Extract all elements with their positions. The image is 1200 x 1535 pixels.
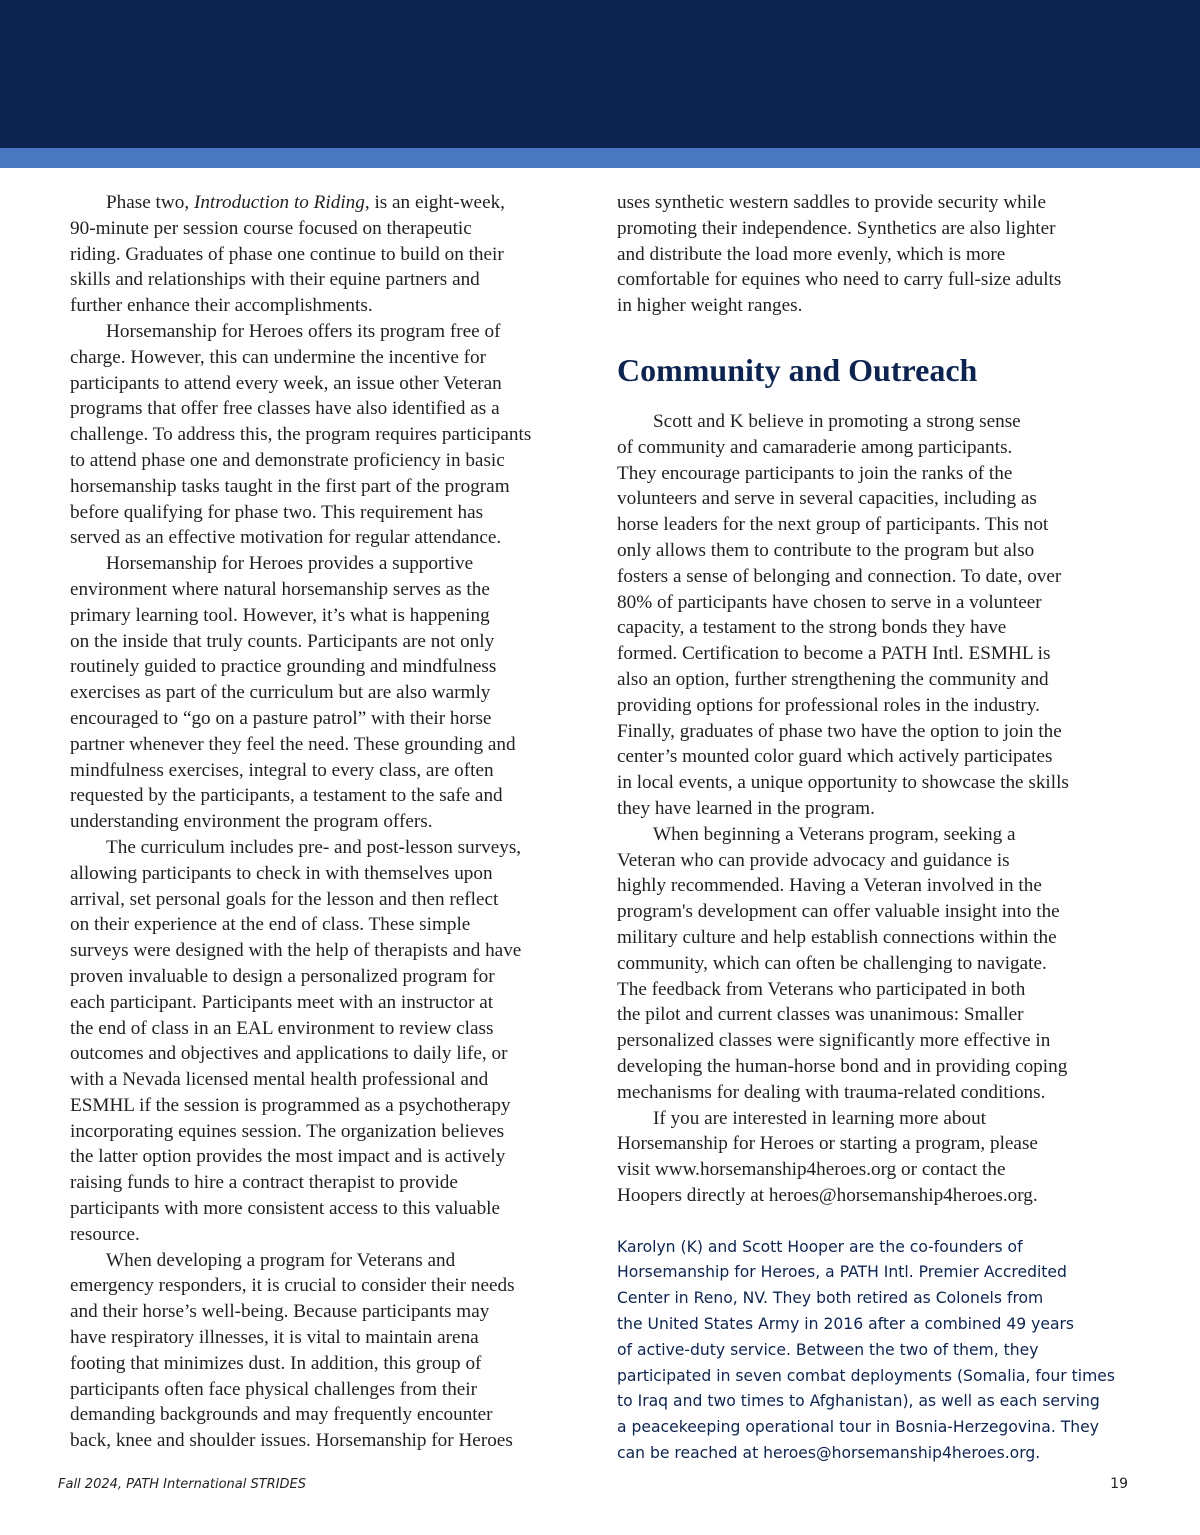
paragraph-phase-two	[70, 190, 586, 319]
text-line: ESMHL if the session is programmed as a psychotherapy	[70, 1094, 511, 1116]
text-line: exercises as part of the curriculum but are also warmly	[70, 682, 491, 704]
section-heading: Community and Outreach	[617, 351, 978, 388]
text-line: before qualifying for phase two. This requirement has	[70, 501, 484, 523]
text-line: requested by the participants, a testament to the safe and	[70, 785, 503, 807]
text-line: developing the human-horse bond and in providing coping	[617, 1055, 1068, 1077]
paragraph-synthetic-saddles	[617, 190, 1133, 319]
text-line: riding. Graduates of phase one continue to build on their	[70, 243, 504, 265]
text-line: primary learning tool. However, it’s what is happening	[70, 604, 490, 626]
text-line: mindfulness exercises, integral to every class, are often	[70, 759, 494, 781]
text-line: partner whenever they feel the need. These grounding and	[70, 733, 516, 755]
text-line: on the inside that truly counts. Participants are not only	[70, 630, 495, 652]
text-line: When beginning a Veterans program, seeking a	[653, 823, 1016, 845]
text-line: Horsemanship for Heroes offers its program free of	[106, 320, 501, 342]
text-line: footing that minimizes dust. In addition, this group of	[70, 1352, 482, 1374]
bio-line: Horsemanship for Heroes, a PATH Intl. Premier Accredited	[617, 1263, 1067, 1282]
text-line: personalized classes were significantly more effective in	[617, 1030, 1051, 1052]
text-line: incorporating equines session. The organization believes	[70, 1120, 505, 1142]
text-line: mechanisms for dealing with trauma-related conditions.	[617, 1081, 1046, 1103]
footer-publication: Fall 2024, PATH International STRIDES	[58, 1477, 307, 1492]
text-line: providing options for professional roles in the industry.	[617, 694, 1040, 716]
text-line: participants to attend every week, an issue other Veteran	[70, 372, 502, 394]
text-line: center’s mounted color guard which actively participates	[617, 746, 1053, 768]
text-line: routinely guided to practice grounding and mindfulness	[70, 656, 497, 678]
text-line: Phase two, Introduction to Riding, is an eight-week,	[106, 192, 505, 213]
text-line: If you are interested in learning more about	[653, 1107, 986, 1129]
text-line: on their experience at the end of class. These simple	[70, 914, 471, 936]
text-line: military culture and help establish connections within the	[617, 926, 1057, 948]
bio-line: the United States Army in 2016 after a combined 49 years	[617, 1315, 1075, 1334]
header-band	[0, 0, 1200, 148]
paragraph-developing-program	[70, 1248, 586, 1454]
text-line: understanding environment the program offers.	[70, 811, 433, 833]
bio-line: of active-duty service. Between the two of them, they	[617, 1340, 1039, 1359]
text-line: back, knee and shoulder issues. Horsemanship for Heroes	[70, 1430, 513, 1452]
text-line: with a Nevada licensed mental health professional and	[70, 1069, 489, 1091]
text-line: and their horse’s well-being. Because participants may	[70, 1301, 490, 1323]
text-line: only allows them to contribute to the program but also	[617, 539, 1035, 561]
left-column	[70, 190, 586, 1454]
text-line: encouraged to “go on a pasture patrol” with their horse	[70, 707, 492, 729]
text-line: capacity, a testament to the strong bonds they have	[617, 617, 1007, 639]
text-line: the latter option provides the most impact and is actively	[70, 1146, 506, 1168]
text-line: horsemanship tasks taught in the first part of the program	[70, 475, 510, 497]
text-line: The feedback from Veterans who participated in both	[617, 978, 1026, 1000]
text-line: they have learned in the program.	[617, 797, 875, 819]
text-line: Finally, graduates of phase two have the option to join the	[617, 720, 1062, 742]
text-line: allowing participants to check in with themselves upon	[70, 862, 493, 884]
page-number: 19	[1110, 1476, 1128, 1492]
bio-line: a peacekeeping operational tour in Bosnia-Herzegovina. They	[617, 1418, 1100, 1437]
text-line: environment where natural horsemanship serves as the	[70, 578, 490, 600]
text-line: When developing a program for Veterans and	[106, 1249, 456, 1271]
header-stripe	[0, 148, 1200, 168]
text-line: surveys were designed with the help of therapists and have	[70, 940, 522, 962]
text-line: community, which can often be challenging to navigate.	[617, 952, 1047, 974]
text-line: proven invaluable to design a personalized program for	[70, 965, 495, 987]
text-line: arrival, set personal goals for the lesson and then reflect	[70, 888, 499, 910]
text-line: demanding backgrounds and may frequently encounter	[70, 1404, 493, 1426]
text-line: and distribute the load more evenly, which is more	[617, 243, 1006, 265]
text-line: horse leaders for the next group of participants. This not	[617, 514, 1049, 536]
text-line: outcomes and objectives and applications to daily life, or	[70, 1043, 508, 1065]
text-line: formed. Certification to become a PATH Intl. ESMHL is	[617, 643, 1051, 665]
text-line: promoting their independence. Synthetics are also lighter	[617, 217, 1056, 239]
bio-line: participated in seven combat deployments (Somalia, four times	[617, 1366, 1116, 1385]
text-line: program's development can offer valuable insight into the	[617, 901, 1060, 923]
text-line: participants with more consistent access to this valuable	[70, 1198, 501, 1220]
paragraph-curriculum-surveys	[70, 835, 586, 1248]
text-line: in local events, a unique opportunity to showcase the skills	[617, 772, 1069, 794]
bio-line: Karolyn (K) and Scott Hooper are the co-founders of	[617, 1237, 1023, 1256]
text-line: programs that offer free classes have also identified as a	[70, 398, 500, 420]
text-line: They encourage participants to join the ranks of the	[617, 462, 1013, 484]
bio-line: to Iraq and two times to Afghanistan), as well as each serving	[617, 1392, 1100, 1411]
text-line: have respiratory illnesses, it is vital to maintain arena	[70, 1327, 479, 1349]
text-line: challenge. To address this, the program requires participants	[70, 424, 532, 446]
bio-line: can be reached at heroes@horsemanship4heroes.org.	[617, 1444, 1041, 1463]
text-line: in higher weight ranges.	[617, 295, 803, 317]
right-column	[617, 190, 1133, 1467]
text-line: skills and relationships with their equine partners and	[70, 269, 480, 291]
paragraph-community	[617, 409, 1133, 822]
text-line: served as an effective motivation for regular attendance.	[70, 527, 502, 549]
text-line: The curriculum includes pre- and post-lesson surveys,	[106, 836, 522, 858]
text-line: Hoopers directly at heroes@horsemanship4heroes.org.	[617, 1184, 1038, 1206]
text-line: 90-minute per session course focused on therapeutic	[70, 217, 472, 239]
text-line: resource.	[70, 1223, 140, 1245]
text-line: comfortable for equines who need to carry full-size adults	[617, 269, 1062, 291]
text-line: visit www.horsemanship4heroes.org or contact the	[617, 1159, 1006, 1181]
text-line: participants often face physical challenges from their	[70, 1378, 478, 1400]
text-line: Horsemanship for Heroes or starting a program, please	[617, 1133, 1038, 1155]
text-line: of community and camaraderie among participants.	[617, 436, 1013, 458]
text-line: the pilot and current classes was unanimous: Smaller	[617, 1004, 1024, 1026]
text-line: emergency responders, it is crucial to consider their needs	[70, 1275, 515, 1297]
text-line: Scott and K believe in promoting a strong sense	[653, 410, 1021, 432]
paragraph-supportive-environment	[70, 551, 586, 835]
text-line: each participant. Participants meet with an instructor at	[70, 991, 494, 1013]
text-line: charge. However, this can undermine the incentive for	[70, 346, 487, 368]
paragraph-free-program	[70, 319, 586, 551]
paragraph-contact	[617, 1106, 1133, 1209]
text-line: Veteran who can provide advocacy and guidance is	[617, 849, 1010, 871]
text-line: further enhance their accomplishments.	[70, 295, 373, 317]
bio-line: Center in Reno, NV. They both retired as Colonels from	[617, 1289, 1044, 1308]
text-line: raising funds to hire a contract therapist to provide	[70, 1172, 458, 1194]
text-line: fosters a sense of belonging and connection. To date, over	[617, 565, 1062, 587]
course-title: Introduction to Riding	[193, 192, 365, 213]
text-line: 80% of participants have chosen to serve in a volunteer	[617, 591, 1042, 613]
text-line: also an option, further strengthening the community and	[617, 668, 1049, 690]
text-line: highly recommended. Having a Veteran involved in the	[617, 875, 1042, 897]
paragraph-veteran-guidance	[617, 822, 1133, 1106]
text-line: volunteers and serve in several capacities, including as	[617, 488, 1037, 510]
text-line: to attend phase one and demonstrate proficiency in basic	[70, 449, 505, 471]
text-line: Horsemanship for Heroes provides a supportive	[106, 553, 474, 575]
text-line: uses synthetic western saddles to provide security while	[617, 192, 1046, 213]
text-line: the end of class in an EAL environment to review class	[70, 1017, 494, 1039]
author-bio	[617, 1235, 1133, 1467]
